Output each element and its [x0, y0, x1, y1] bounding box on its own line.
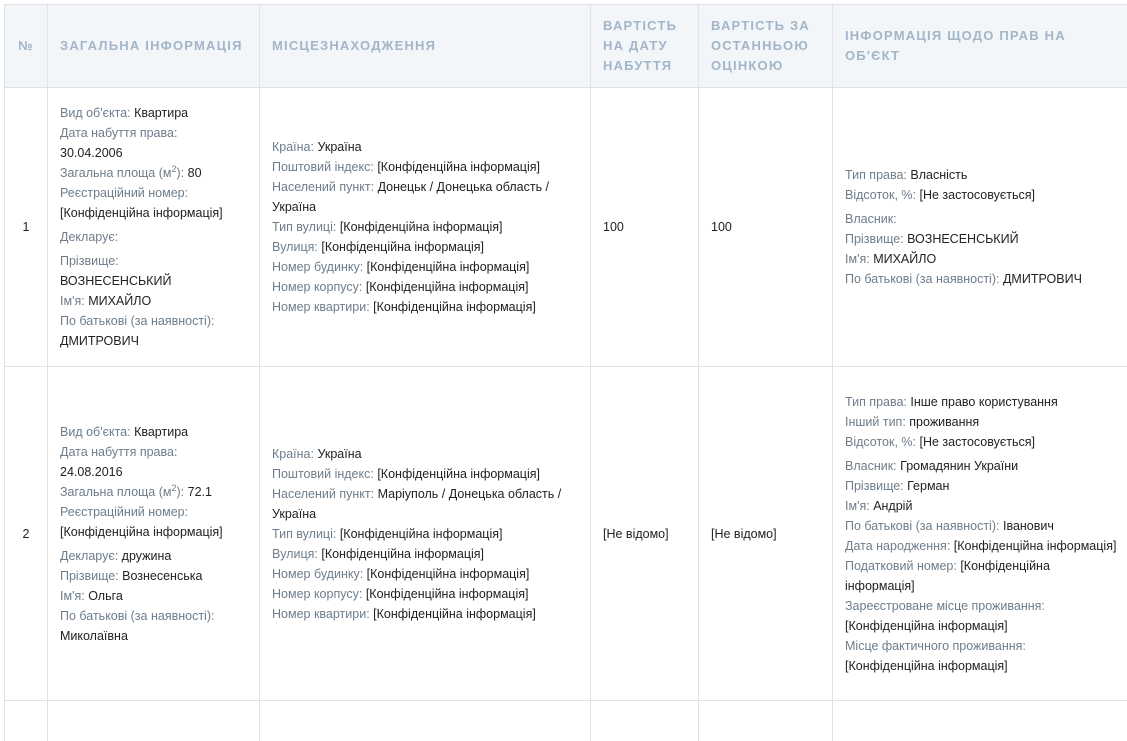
owner-patronymic-value: Іванович — [1003, 519, 1054, 533]
table-header-row — [5, 5, 1127, 88]
country-value: Україна — [317, 140, 361, 154]
apartment-label: Номер квартири: — [272, 607, 370, 621]
street-value: [Конфіденційна інформація] — [321, 240, 484, 254]
house-label: Номер будинку: — [272, 567, 363, 581]
patronymic-value: Миколаївна — [60, 626, 247, 646]
owner-name-value: Андрій — [873, 499, 912, 513]
surname-value: ВОЗНЕСЕНСЬКИЙ — [60, 271, 247, 291]
area-value: 80 — [188, 166, 202, 180]
acquired-date-value: 24.08.2016 — [60, 462, 247, 482]
header-location: МІСЦЕЗНАХОДЖЕННЯ — [260, 5, 591, 88]
apartment-value: [Конфіденційна інформація] — [373, 607, 536, 621]
cost-last-cell: 100 — [699, 88, 833, 367]
owner-patronymic-value: ДМИТРОВИЧ — [1003, 272, 1082, 286]
patronymic-label: По батькові (за наявності): — [60, 606, 247, 626]
percent-label: Відсоток, %: — [845, 435, 916, 449]
country-label: Країна: — [272, 140, 314, 154]
building-value: [Конфіденційна інформація] — [366, 280, 529, 294]
name-value: МИХАЙЛО — [88, 294, 151, 308]
right-type-label: Тип права: — [845, 168, 907, 182]
owner-surname-value: ВОЗНЕСЕНСЬКИЙ — [907, 232, 1018, 246]
street-type-label: Тип вулиці: — [272, 527, 336, 541]
area-label: Загальна площа $(м^2)$: — [60, 485, 184, 499]
row-number: 1 — [5, 88, 48, 367]
other-type-value: проживання — [909, 415, 979, 429]
owner-surname-label: Прізвище: — [845, 232, 904, 246]
cost-acquired-cell: 100 — [591, 88, 699, 367]
rights-cell — [833, 88, 1127, 367]
building-label: Номер корпусу: — [272, 280, 362, 294]
settlement-value: Донецьк / Донецька область / Україна — [272, 180, 549, 214]
birth-date-label: Дата народження: — [845, 539, 950, 553]
area-value: 72.1 — [188, 485, 212, 499]
right-type-value: Власність — [910, 168, 967, 182]
apartment-value: [Конфіденційна інформація] — [373, 300, 536, 314]
percent-value: [Не застосовується] — [920, 435, 1035, 449]
table-row — [5, 88, 1127, 367]
object-type-value: Квартира — [134, 106, 188, 120]
table-row — [5, 367, 1127, 701]
acquired-date-label: Дата набуття права: — [60, 442, 247, 462]
street-label: Вулиця: — [272, 240, 318, 254]
right-type-label: Тип права: — [845, 395, 907, 409]
settlement-label: Населений пункт: — [272, 487, 374, 501]
country-value: Україна — [317, 447, 361, 461]
owner-patronymic-label: По батькові (за наявності): — [845, 272, 999, 286]
general-info-cell — [48, 88, 260, 367]
declarant-label: Декларує: — [60, 227, 247, 247]
reg-number-label: Реєстраційний номер: — [60, 502, 247, 522]
postcode-label: Поштовий індекс: — [272, 160, 374, 174]
reg-number-label: Реєстраційний номер: — [60, 183, 247, 203]
surname-value: Вознесенська — [122, 569, 202, 583]
owner-label: Власник: — [845, 209, 1117, 229]
street-type-label: Тип вулиці: — [272, 220, 336, 234]
surname-label: Прізвище: — [60, 569, 119, 583]
registered-residence-value: [Конфіденційна інформація] — [845, 616, 1117, 636]
street-type-value: [Конфіденційна інформація] — [340, 527, 503, 541]
building-label: Номер корпусу: — [272, 587, 362, 601]
location-cell — [260, 88, 591, 367]
declarant-label: Декларує: — [60, 549, 118, 563]
owner-name-label: Ім'я: — [845, 252, 870, 266]
area-label: Загальна площа $(м^2)$: — [60, 166, 184, 180]
patronymic-label: По батькові (за наявності): — [60, 311, 247, 331]
location-cell — [260, 367, 591, 701]
owner-value: Громадянин України — [900, 459, 1018, 473]
object-type-value: Квартира — [134, 425, 188, 439]
object-type-label: Вид об'єкта: — [60, 425, 131, 439]
actual-residence-value: [Конфіденційна інформація] — [845, 656, 1117, 676]
postcode-value: [Конфіденційна інформація] — [377, 467, 540, 481]
right-type-value: Інше право користування — [910, 395, 1057, 409]
street-label: Вулиця: — [272, 547, 318, 561]
street-value: [Конфіденційна інформація] — [321, 547, 484, 561]
header-cost-acquired: ВАРТІСТЬ НА ДАТУ НАБУТТЯ — [591, 5, 699, 88]
table-row — [5, 701, 1127, 741]
owner-patronymic-label: По батькові (за наявності): — [845, 519, 999, 533]
settlement-value: Маріуполь / Донецька область / Україна — [272, 487, 561, 521]
tax-number-label: Податковий номер: — [845, 559, 957, 573]
header-number: № — [5, 5, 48, 88]
house-value: [Конфіденційна інформація] — [367, 260, 530, 274]
house-label: Номер будинку: — [272, 260, 363, 274]
country-label: Країна: — [272, 447, 314, 461]
header-general-info: ЗАГАЛЬНА ІНФОРМАЦІЯ — [48, 5, 260, 88]
rights-cell — [833, 367, 1127, 701]
general-info-cell — [48, 367, 260, 701]
assets-table — [4, 4, 1127, 741]
postcode-value: [Конфіденційна інформація] — [377, 160, 540, 174]
building-value: [Конфіденційна інформація] — [366, 587, 529, 601]
name-label: Ім'я: — [60, 589, 85, 603]
name-value: Ольга — [88, 589, 123, 603]
owner-name-label: Ім'я: — [845, 499, 870, 513]
reg-number-value: [Конфіденційна інформація] — [60, 522, 247, 542]
acquired-date-value: 30.04.2006 — [60, 143, 247, 163]
percent-value: [Не застосовується] — [920, 188, 1035, 202]
postcode-label: Поштовий індекс: — [272, 467, 374, 481]
name-label: Ім'я: — [60, 294, 85, 308]
acquired-date-label: Дата набуття права: — [60, 123, 247, 143]
surname-label: Прізвище: — [60, 251, 247, 271]
cost-acquired-cell: [Не відомо] — [591, 367, 699, 701]
percent-label: Відсоток, %: — [845, 188, 916, 202]
owner-surname-value: Герман — [907, 479, 949, 493]
declarant-value: дружина — [122, 549, 172, 563]
house-value: [Конфіденційна інформація] — [367, 567, 530, 581]
birth-date-value: [Конфіденційна інформація] — [954, 539, 1117, 553]
object-type-label: Вид об'єкта: — [60, 106, 131, 120]
header-rights-info: ІНФОРМАЦІЯ ЩОДО ПРАВ НА ОБ'ЄКТ — [833, 5, 1127, 88]
reg-number-value: [Конфіденційна інформація] — [60, 203, 247, 223]
owner-label: Власник: — [845, 459, 897, 473]
tax-number-value: [Конфіденційна інформація] — [845, 559, 1050, 593]
street-type-value: [Конфіденційна інформація] — [340, 220, 503, 234]
owner-surname-label: Прізвище: — [845, 479, 904, 493]
other-type-label: Інший тип: — [845, 415, 906, 429]
header-cost-last: ВАРТІСТЬ ЗА ОСТАННЬОЮ ОЦІНКОЮ — [699, 5, 833, 88]
apartment-label: Номер квартири: — [272, 300, 370, 314]
patronymic-value: ДМИТРОВИЧ — [60, 331, 247, 351]
owner-name-value: МИХАЙЛО — [873, 252, 936, 266]
row-number: 2 — [5, 367, 48, 701]
settlement-label: Населений пункт: — [272, 180, 374, 194]
cost-last-cell: [Не відомо] — [699, 367, 833, 701]
actual-residence-label: Місце фактичного проживання: — [845, 636, 1117, 656]
registered-residence-label: Зареєстроване місце проживання: — [845, 596, 1117, 616]
